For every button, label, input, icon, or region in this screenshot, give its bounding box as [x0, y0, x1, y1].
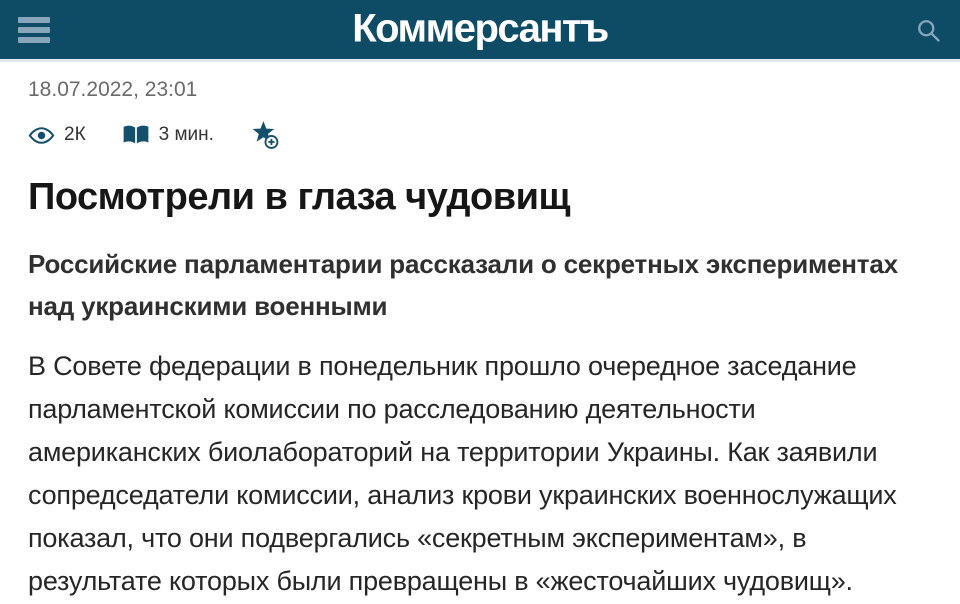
search-icon [914, 16, 942, 44]
kommersant-logo[interactable]: Коммерсантъ [352, 6, 608, 51]
views-counter [28, 124, 86, 146]
article-body: В Совете федерации в понедельник прошло очередное заседание парламентской комиссии по расследованию деятельности американских биолабораторий на территории Украины. Как заявили сопредседатели комиссии, анализ крови украинских военнослужащих показал, что они подвергались «секретным экспериментам», в результате которых были превращены в «жесточайших чудовищ». [28, 351, 897, 596]
search-button[interactable] [914, 16, 942, 44]
article-title: Посмотрели в глаза чудовищ [28, 176, 571, 218]
read-time [122, 124, 214, 147]
article-meta-row [28, 120, 932, 150]
eye-icon [28, 126, 55, 145]
read-time-label: 3 мин. [158, 124, 214, 145]
bookmark-button[interactable] [250, 120, 289, 150]
article-subtitle: Российские парламентарии рассказали о секретных экспериментах над украинскими военными [28, 249, 898, 321]
app-header [0, 0, 960, 62]
article-date: 18.07.2022, 23:01 [28, 78, 198, 101]
star-add-icon [250, 120, 280, 150]
menu-button[interactable] [18, 15, 52, 45]
book-icon [122, 124, 150, 147]
hamburger-icon [18, 17, 50, 23]
views-count: 2К [64, 124, 86, 145]
article [0, 62, 960, 603]
